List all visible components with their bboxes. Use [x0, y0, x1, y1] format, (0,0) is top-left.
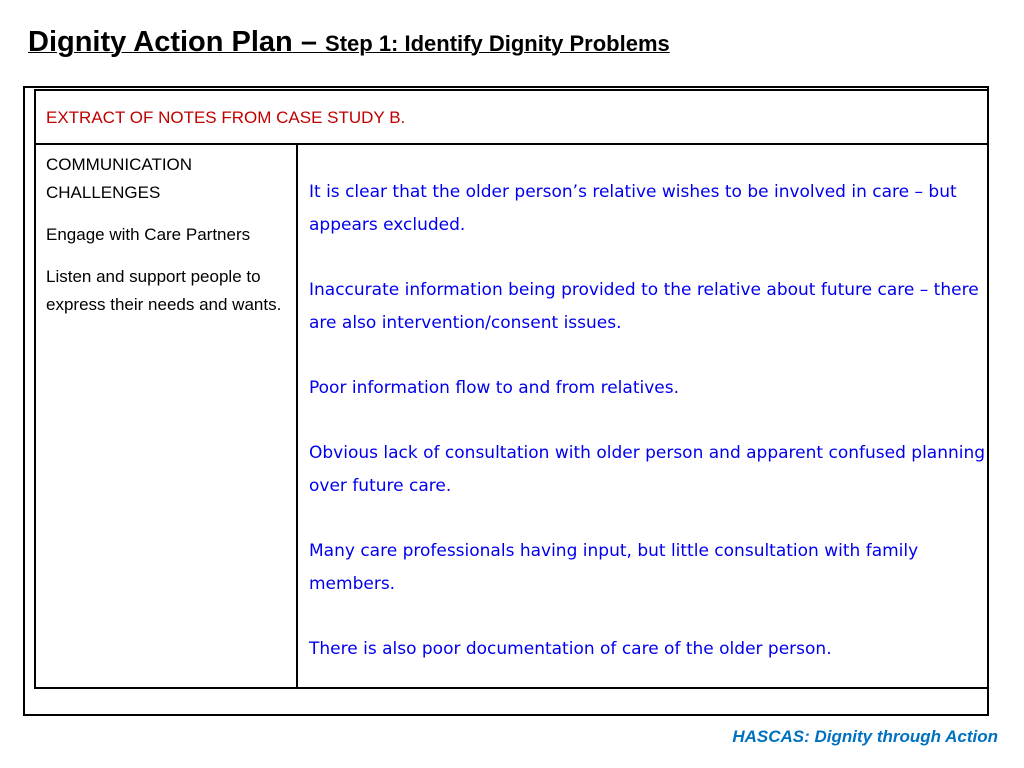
left-column-item: Engage with Care Partners: [46, 225, 251, 244]
note-item: Many care professionals having input, but little consultation with family members.: [309, 541, 919, 594]
column-divider: [296, 145, 298, 687]
title-main: Dignity Action Plan: [28, 26, 293, 58]
right-column: [309, 176, 989, 698]
note-item: Obvious lack of consultation with older person and apparent confused planning over future care.: [309, 443, 986, 496]
title-separator: –: [292, 26, 326, 58]
note-item: There is also poor documentation of care of the older person.: [309, 639, 832, 659]
notes-table: [34, 89, 989, 689]
note-item: Poor information flow to and from relatives.: [309, 378, 679, 398]
note-item: Inaccurate information being provided to the relative about future care – there are also intervention/consent issues.: [309, 280, 979, 333]
left-column-item: Listen and support people to express their needs and wants.: [46, 267, 282, 314]
footer-text: HASCAS: Dignity through Action: [732, 727, 998, 746]
left-column: [46, 151, 291, 333]
table-header-row: [36, 91, 987, 145]
table-header: EXTRACT OF NOTES FROM CASE STUDY B.: [46, 108, 406, 127]
note-item: It is clear that the older person’s relative wishes to be involved in care – but appears excluded.: [309, 182, 957, 235]
title-subtitle: Step 1: Identify Dignity Problems: [325, 31, 670, 56]
page-title: [28, 26, 670, 59]
left-column-item: COMMUNICATION CHALLENGES: [46, 155, 193, 202]
